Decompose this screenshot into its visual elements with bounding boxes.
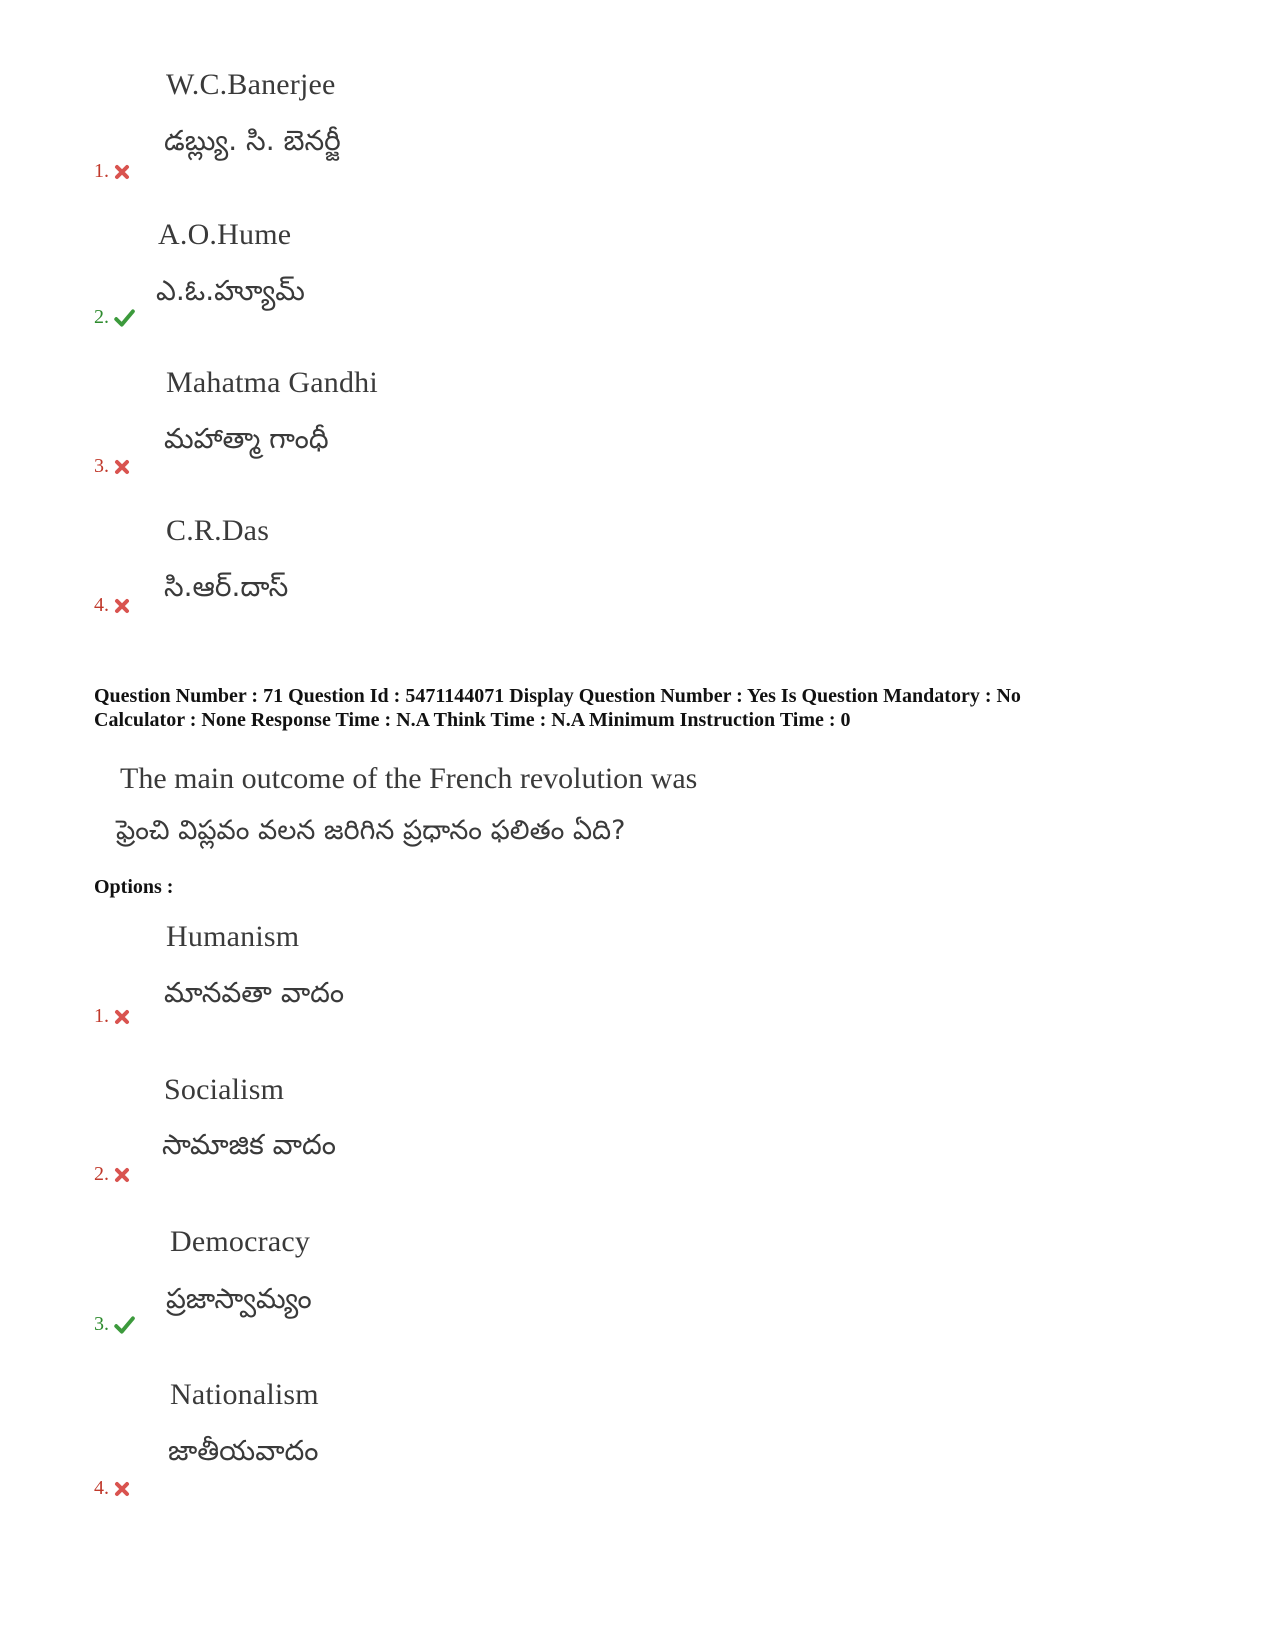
question-meta-line-1: Question Number : 71 Question Id : 5471144071 Display Question Number : Yes Is Question Mandatory : No [94,685,1021,707]
option-number [94,160,131,183]
question-text-te: ఫ్రెంచి విప్లవం వలన జరిగిన ప్రధానం ఫలితం ఏది? [116,815,626,846]
cross-icon [113,1480,131,1498]
options-label: Options : [94,876,174,898]
cross-icon [113,458,131,476]
question-meta-line-2: Calculator : None Response Time : N.A Think Time : N.A Minimum Instruction Time : 0 [94,709,851,731]
cross-icon [113,1166,131,1184]
option-text-te: జాతీయవాదం [168,1434,319,1467]
option-text-en: Humanism [166,920,300,953]
option-text-te: ఎ.ఓ.హ్యూమ్ [156,274,305,307]
option-text-te: మహాత్మా గాంధీ [164,422,329,455]
option-number [94,594,131,617]
option-text-en: Nationalism [170,1378,319,1411]
option-number [94,1005,131,1028]
option-text-te: డబ్ల్యు. సి. బెనర్జీ [164,124,341,157]
option-text-en: W.C.Banerjee [166,68,336,101]
cross-icon [113,163,131,181]
option-number-label: 2. [94,1163,109,1185]
option-text-en: A.O.Hume [158,218,292,251]
option-text-te: మానవతా వాదం [164,976,345,1009]
option-text-te: సి.ఆర్.దాస్ [164,570,289,603]
check-icon [113,308,135,328]
option-number [94,306,135,329]
check-icon [113,1315,135,1335]
option-number [94,1163,131,1186]
cross-icon [113,597,131,615]
option-number-label: 1. [94,1005,109,1027]
option-text-en: C.R.Das [166,514,270,547]
option-text-te: ప్రజాస్వామ్యం [166,1282,312,1315]
option-number [94,1477,131,1500]
option-number-label: 1. [94,160,109,182]
option-text-te: సామాజిక వాదం [162,1128,336,1161]
question-text-en: The main outcome of the French revolution was [120,762,698,795]
option-text-en: Democracy [170,1225,311,1258]
option-text-en: Socialism [164,1073,285,1106]
option-number-label: 3. [94,455,109,477]
option-number-label: 2. [94,306,109,328]
option-number [94,455,131,478]
option-number-label: 4. [94,594,109,616]
option-number [94,1313,135,1336]
option-number-label: 3. [94,1313,109,1335]
cross-icon [113,1008,131,1026]
option-number-label: 4. [94,1477,109,1499]
option-text-en: Mahatma Gandhi [166,366,378,399]
